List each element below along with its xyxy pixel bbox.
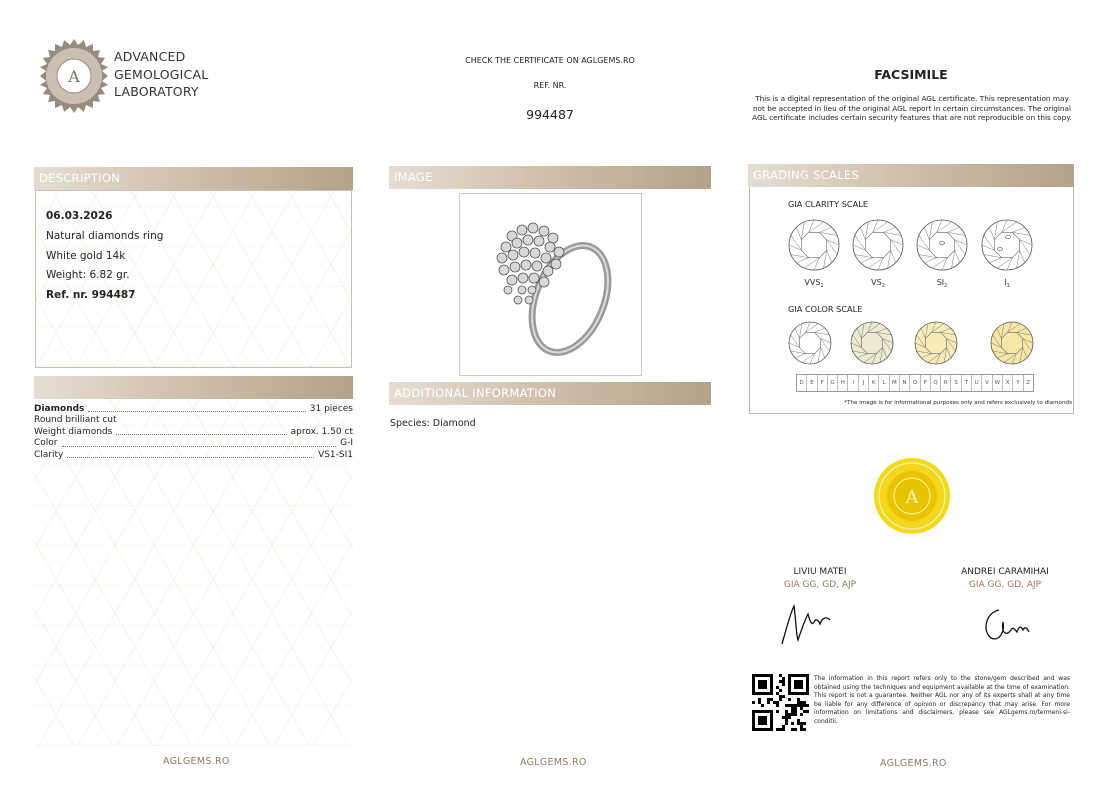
diamonds-row (34, 404, 353, 415)
qr-module (791, 713, 794, 716)
color-gem (991, 322, 1033, 364)
color-grade-letter: G (828, 375, 838, 391)
qr-module (779, 689, 782, 692)
color-grade-letter: T (962, 375, 972, 391)
qr-module (803, 728, 806, 731)
color-gem (789, 322, 831, 364)
diamonds-row (34, 415, 353, 426)
color-grade-letter: R (941, 375, 951, 391)
row-value: G-I (340, 438, 353, 449)
qr-module (791, 728, 794, 731)
diamonds-row (34, 450, 353, 461)
qr-module (800, 704, 803, 707)
qr-module (788, 698, 791, 701)
qr-module (779, 728, 782, 731)
qr-module (806, 710, 809, 713)
qr-module (788, 704, 791, 707)
qr-module (782, 728, 785, 731)
color-grade-letter: I (848, 375, 858, 391)
qr-module (803, 704, 806, 707)
signatory-1 (740, 567, 900, 590)
signature-2 (977, 604, 1032, 650)
qr-module (794, 707, 797, 710)
qr-module (758, 716, 767, 725)
qr-module (806, 704, 809, 707)
qr-module (758, 698, 761, 701)
clarity-gem (917, 220, 967, 270)
qr-module (785, 716, 788, 719)
qr-module (761, 704, 764, 707)
row-label: Clarity (34, 449, 64, 460)
image-heading: IMAGE (389, 166, 711, 189)
grading-note: *The image is for informational purposes only and refers exclusively to diamonds (844, 400, 1072, 406)
svg-text:A: A (68, 67, 80, 86)
description-item: Natural diamonds ring (46, 229, 164, 242)
color-grade-letter: K (869, 375, 879, 391)
qr-module (782, 695, 785, 698)
qr-module (785, 722, 788, 725)
qr-module (785, 713, 788, 716)
ref-number: 994487 (526, 107, 574, 122)
description-ref: Ref. nr. 994487 (46, 289, 136, 302)
color-letter-strip (796, 374, 1034, 392)
clarity-label: $VS_2$ (871, 278, 885, 289)
ring-photo (459, 193, 642, 376)
footer-link-right[interactable]: AGLGEMS.RO (880, 758, 947, 769)
color-grade-letter: W (993, 375, 1003, 391)
color-grade-letter: X (1003, 375, 1013, 391)
signatory-title: GIA GG, GD, AJP (968, 580, 1042, 590)
qr-module (782, 680, 785, 683)
lab-name (114, 48, 208, 101)
lab-name-line-3: LABORATORY (114, 84, 199, 99)
lab-name-line-1: ADVANCED (114, 49, 186, 64)
qr-module (785, 719, 788, 722)
qr-module (782, 716, 785, 719)
signatory-name: LIVIU MATEI (793, 567, 847, 577)
qr-module (803, 701, 806, 704)
qr-module (803, 710, 806, 713)
color-grade-letter: E (807, 375, 817, 391)
qr-module (803, 722, 806, 725)
qr-module (776, 704, 779, 707)
footer-link-left[interactable]: AGLGEMS.RO (163, 756, 230, 767)
row-label: Diamonds (34, 404, 85, 414)
qr-module (782, 683, 785, 686)
qr-module (779, 695, 782, 698)
clarity-label: $VVS_1$ (804, 278, 824, 289)
color-grade-letter: V (982, 375, 992, 391)
qr-module (791, 722, 794, 725)
color-diamonds (750, 320, 1075, 370)
qr-module (797, 722, 800, 725)
qr-module (794, 680, 803, 689)
qr-module (785, 704, 788, 707)
color-grade-letter: J (859, 375, 869, 391)
color-gem (851, 322, 893, 364)
clarity-label: $I_1$ (1004, 278, 1010, 289)
color-gem (915, 322, 957, 364)
qr-module (791, 704, 794, 707)
color-grade-letter: Q (931, 375, 941, 391)
qr-module (779, 674, 782, 677)
row-label: Round brilliant cut (34, 415, 117, 426)
qr-module (800, 722, 803, 725)
qr-module (797, 701, 800, 704)
qr-module (752, 701, 755, 704)
svg-text:A: A (905, 487, 919, 508)
description-date: 06.03.2026 (46, 210, 113, 222)
qr-module (791, 710, 794, 713)
check-certificate-line: CHECK THE CERTIFICATE ON AGLGEMS.RO (465, 56, 635, 65)
qr-module (773, 701, 776, 704)
clarity-gem (789, 220, 839, 270)
clarity-label: $SI_2$ (936, 278, 948, 289)
qr-module (776, 728, 779, 731)
qr-module (794, 728, 797, 731)
facsimile-title: FACSIMILE (874, 67, 948, 82)
color-grade-letter: U (972, 375, 982, 391)
disclaimer-text: The information in this report refers only to the stone/gem described and was obtained using the techniques and equipment available at the time of examination. This report is not a guarantee. Neither AGL nor any of its experts shall at any time be liable for any difference of opinion or discrepancy that may arise. For more information on limitations and disclaimers, please see AGLgems.ro/termeni-si-conditii. (814, 675, 1070, 725)
color-grade-letter: O (910, 375, 920, 391)
qr-module (797, 719, 800, 722)
diamonds-heading (34, 376, 353, 399)
species-text: Species: Diamond (390, 418, 476, 429)
color-grade-letter: L (879, 375, 889, 391)
qr-module (800, 728, 803, 731)
color-scale-title: GIA COLOR SCALE (788, 304, 863, 314)
signatory-2 (925, 567, 1085, 590)
qr-module (800, 725, 803, 728)
qr-module (767, 698, 770, 701)
color-grade-letter: N (900, 375, 910, 391)
color-grade-letter: H (838, 375, 848, 391)
qr-module (776, 701, 779, 704)
gold-seal-icon (873, 457, 951, 535)
qr-module (800, 701, 803, 704)
qr-code[interactable] (752, 674, 809, 731)
signatory-title: GIA GG, GD, AJP (783, 580, 857, 590)
clarity-gem (853, 220, 903, 270)
color-grade-letter: Z (1026, 380, 1031, 386)
row-label: Weight diamonds (34, 426, 113, 437)
qr-module (797, 698, 800, 701)
qr-module (779, 680, 782, 683)
grading-scales-heading: GRADING SCALES (748, 164, 1074, 187)
qr-module (782, 677, 785, 680)
qr-module (770, 698, 773, 701)
lab-name-line-2: GEMOLOGICAL (114, 66, 209, 82)
color-grade-letter: D (797, 375, 807, 391)
clarity-scale-title: GIA CLARITY SCALE (788, 199, 868, 209)
description-weight: Weight: 6.82 gr. (46, 269, 130, 282)
qr-module (791, 707, 794, 710)
additional-info-heading: ADDITIONAL INFORMATION (389, 382, 711, 405)
description-box (35, 190, 352, 368)
qr-module (800, 707, 803, 710)
qr-module (782, 725, 785, 728)
color-grade-letter: M (890, 375, 900, 391)
qr-module (794, 713, 797, 716)
qr-module (779, 698, 782, 701)
footer-link-center[interactable]: AGLGEMS.RO (520, 757, 587, 768)
diamonds-row (34, 427, 353, 438)
qr-module (788, 713, 791, 716)
clarity-diamonds (750, 215, 1075, 295)
signature-1 (778, 600, 838, 652)
qr-module (767, 701, 770, 704)
row-value: aprox. 1.50 ct (290, 426, 353, 437)
qr-module (758, 701, 761, 704)
agl-logo-seal (36, 38, 112, 114)
qr-module (800, 713, 803, 716)
qr-module (776, 692, 779, 695)
ref-label: REF. NR. (533, 81, 567, 90)
description-heading: DESCRIPTION (34, 167, 353, 190)
description-metal: White gold 14k (46, 249, 126, 262)
qr-module (797, 704, 800, 707)
qr-module (794, 704, 797, 707)
color-grade-letter: F (818, 375, 828, 391)
qr-module (794, 710, 797, 713)
diamonds-row (34, 438, 353, 449)
diamonds-table (34, 404, 353, 461)
color-grade-letter: P (921, 375, 931, 391)
qr-module (785, 710, 788, 713)
signatory-name: ANDREI CARAMIHAI (961, 567, 1049, 577)
row-value: 31 pieces (309, 404, 353, 414)
grading-scales-box (749, 187, 1074, 414)
qr-module (758, 680, 767, 689)
row-value: VS1-SI1 (318, 449, 353, 460)
clarity-gem (982, 220, 1032, 270)
color-grade-letter: Y (1013, 375, 1023, 391)
qr-module (776, 710, 779, 713)
row-label: Color (34, 438, 58, 449)
color-grade-letter: S (951, 375, 961, 391)
facsimile-text: This is a digital representation of the original AGL certificate. This representation may not be accepted in lieu of the original AGL report in certain circumstances. The original AGL certificate includes certain security features that are not reproducible on this copy. (752, 94, 1072, 123)
qr-module (776, 686, 779, 689)
qr-module (788, 716, 791, 719)
